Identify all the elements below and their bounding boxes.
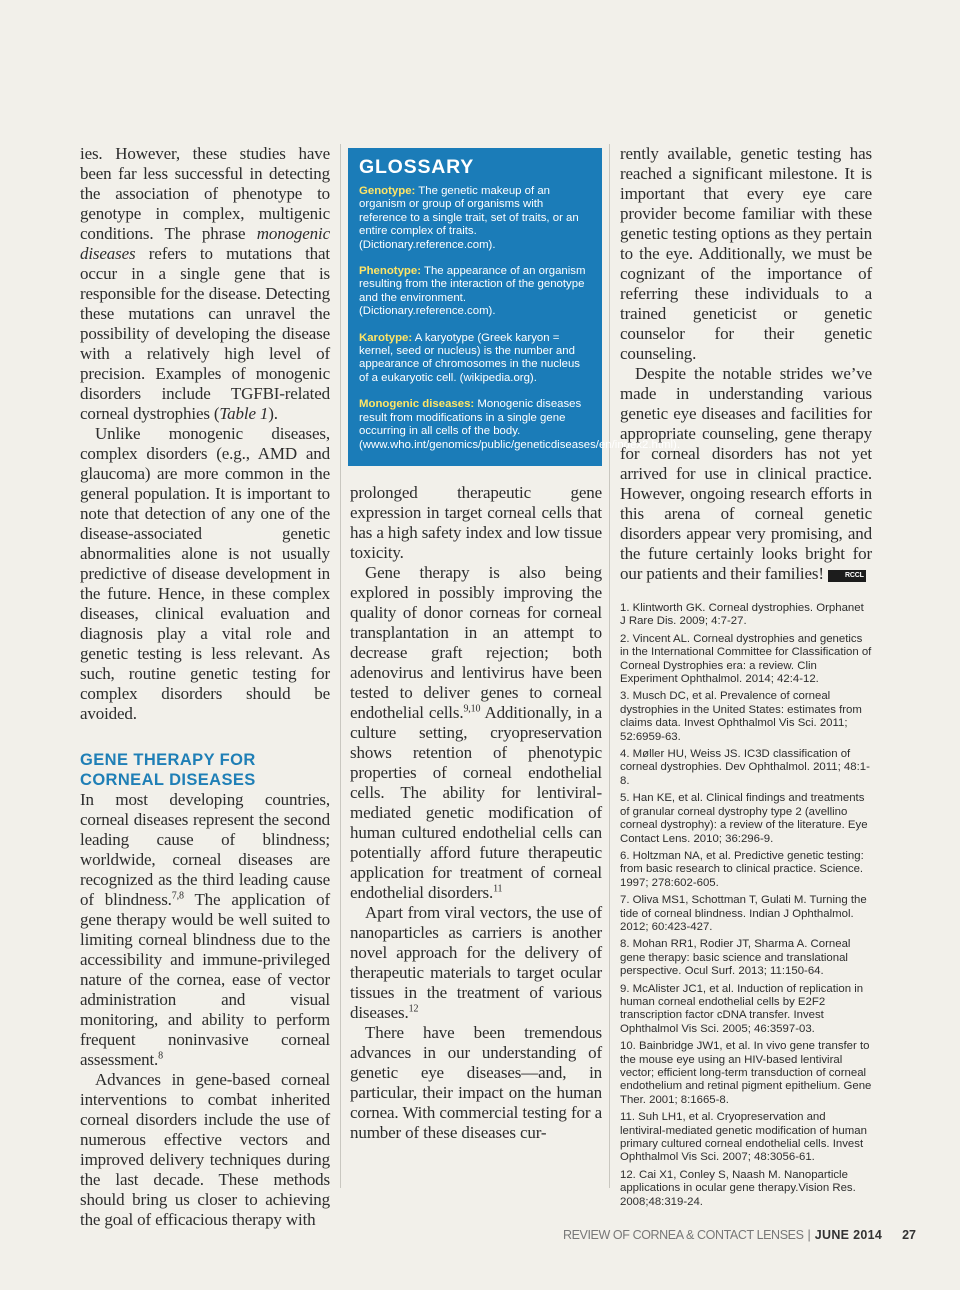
reference-item: 12. Cai X1, Conley S, Naash M. Nanoparticle applications in ocular gene therapy.Vision Res. 2008;48:319-24. xyxy=(620,1168,856,1208)
emphasis: monogenic diseases xyxy=(80,224,330,263)
citation: 11 xyxy=(493,883,503,895)
reference-item: 5. Han KE, et al. Clinical findings and treatments of granular corneal dystrophy type 2 (avellino corneal dystrophy): a review of the literature. Eye Contact Lens. 2010; 36:296-9. xyxy=(620,792,868,845)
paragraph: rently available, genetic testing has reached a significant milestone. It is important that every eye care provider become familiar with these genetic testing options as they pertain to the eye. Additionally, we must be cognizant of the importance of referring these individuals to a trained geneticist or genetic counselor for their genetic counseling. xyxy=(620,144,872,363)
paragraph: prolonged therapeutic gene expression in target corneal cells that has a high safety index and low tissue toxicity. xyxy=(350,482,602,562)
citation: 12 xyxy=(408,1003,419,1015)
paragraph: Advances in gene-based corneal interventions to combat inherited corneal disorders include the use of numerous effective vectors and improved delivery techniques during the last decade. These methods should bring us closer to achieving the goal of efficacious therapy with xyxy=(80,1070,330,1229)
article-body xyxy=(80,144,330,724)
citation: 8 xyxy=(158,1050,164,1062)
reference-item: 7. Oliva MS1, Schottman T, Gulati M. Turning the tide of corneal blindness. Indian J Ophthalmol. 2012; 60:423-427. xyxy=(620,894,867,933)
references-list xyxy=(620,602,872,1209)
glossary-definition: The genetic makeup of an organism or group of organisms with reference to a single trait, set of traits, or an entire complex of traits. (Dictionary.reference.com). xyxy=(359,185,579,251)
article-body xyxy=(80,790,330,1230)
end-of-article-icon: RCCL xyxy=(828,570,866,582)
glossary-definition: The appearance of an organism resulting from the interaction of the genotype and the environment. (Dictionary.reference.com). xyxy=(359,265,586,318)
reference-item: 3. Musch DC, et al. Prevalence of corneal dystrophies in the United States: estimates from claims data. Invest Ophthalmol Vis Sci. 2011; 52:6959-63. xyxy=(620,690,862,743)
text: Despite the notable strides we’ve made in understanding various genetic eye diseases and facilities for appropriate counseling, gene therapy for corneal disorders has not yet arrived for use in clinical practice. However, ongoing research efforts in this arena of corneal genetic disorders appear very promising, and the future certainly looks bright for our patients and their families! xyxy=(620,364,872,583)
paragraph xyxy=(80,144,330,424)
article-body xyxy=(350,483,602,1143)
reference-item: 11. Suh LH1, et al. Cryopreservation and lentiviral-mediated genetic modification of human primary cultured corneal endothelial cells. Invest Ophthalmol Vis Sci. 2007; 48:3056-61. xyxy=(620,1111,867,1164)
glossary-definition: A karyotype (Greek karyon = kernel, seed or nucleus) is the number and appearance of chromosomes in the nucleus of a eukaryotic cell. (wikipedia.org). xyxy=(359,331,580,384)
column-right xyxy=(620,144,872,1213)
journal-name: REVIEW OF CORNEA & CONTACT LENSES xyxy=(562,1228,804,1242)
column-middle xyxy=(350,144,680,1143)
text: Apart from viral vectors, the use of nanoparticles as carriers is another novel approach for the delivery of therapeutic materials to target ocular tissues in the treatment of various diseases. xyxy=(350,902,602,1022)
glossary-box xyxy=(348,148,680,466)
glossary-term: Karotype: xyxy=(359,331,413,344)
column-divider xyxy=(340,144,341,1188)
heading-line: CORNEAL DISEASES xyxy=(80,771,256,789)
section-heading xyxy=(80,750,330,790)
footer-separator: | xyxy=(807,1228,811,1242)
paragraph: Unlike monogenic diseases, complex disorders (e.g., AMD and glaucoma) are more common in the general population. It is important to note that detection of any one of the disease-associated genetic abnormalities alone is not usually predictive of disease development in the future. Hence, in these complex diseases, clinical evaluation and diagnosis play a vital role and genetic testing is less relevant. As such, routine genetic testing for complex disorders should be avoided. xyxy=(80,424,330,723)
reference-item: 6. Holtzman NA, et al. Predictive genetic testing: from basic research to clinical practice. Science. 1997; 278:602-605. xyxy=(620,849,864,889)
paragraph xyxy=(620,364,872,584)
text: Additionally, in a culture setting, cryopreservation shows retention of phenotypic properties of corneal endothelial cells. The ability for lentiviral-mediated genetic modification of human cultured endothelial cells can potentially afford future therapeutic application for treatment of corneal endothelial disorders. xyxy=(350,702,602,902)
column-left xyxy=(80,144,330,1230)
text: In most developing countries, corneal diseases represent the second leading cause of blindness; worldwide, corneal diseases are recognized as the third leading cause of blindness. xyxy=(80,790,330,909)
text: The application of gene therapy would be well suited to limiting corneal blindness due to the accessibility and immune-privileged nature of the cornea, ease of vector administration and visual monitoring, and ability to perform frequent noninvasive corneal assessment. xyxy=(80,890,331,1069)
glossary-entry xyxy=(359,185,590,252)
reference-item: 1. Klintworth GK. Corneal dystrophies. Orphanet J Rare Dis. 2009; 4:7-27. xyxy=(620,602,864,628)
text: refers to mutations that occur in a single gene that is responsible for the disease. Detecting these mutations can unravel the possibility of developing the disease with a relatively high level of precision. Examples of monogenic disorders include TGFBI-related corneal dystrophies ( xyxy=(80,244,330,423)
page-footer xyxy=(563,1228,916,1242)
text: Gene therapy is also being explored in possibly improving the quality of donor corneas for corneal transplantation in an attempt to decrease graft rejection; both adenovirus and lentivirus have been tested to deliver genes to corneal endothelial cells. xyxy=(350,562,602,722)
paragraph xyxy=(350,903,602,1023)
table-reference: Table 1 xyxy=(219,404,269,423)
glossary-term: Monogenic diseases: xyxy=(359,398,475,411)
text: ). xyxy=(268,404,278,423)
glossary-entry xyxy=(359,332,590,386)
issue-date: JUNE 2014 xyxy=(814,1228,883,1242)
column-divider xyxy=(609,144,610,1188)
glossary-entry xyxy=(359,398,680,452)
heading-line: GENE THERAPY FOR xyxy=(80,751,256,769)
glossary-title: GLOSSARY xyxy=(359,156,475,178)
reference-item: 10. Bainbridge JW1, et al. In vivo gene transfer to the mouse eye using an HIV-based lentiviral vector; efficient long-term transduction of corneal endothelium and retinal pigment epithelium. Gene Ther. 2001; 8:1665-8. xyxy=(620,1040,872,1106)
citation: 9,10 xyxy=(463,703,481,715)
reference-item: 9. McAlister JC1, et al. Induction of replication in human corneal endothelial cells by E2F2 transcription factor cDNA transfer. Invest Ophthalmol Vis Sci. 2005; 46:3597-03. xyxy=(620,982,864,1035)
article-body xyxy=(620,144,872,584)
reference-item: 8. Mohan RR1, Rodier JT, Sharma A. Corneal gene therapy: basic science and translational perspective. Ocul Surf. 2013; 11:150-64. xyxy=(620,938,851,978)
text: ies. However, these studies have been far less successful in detecting the association of phenotype to genotype in complex, multigenic conditions. The phrase xyxy=(80,144,330,243)
glossary-entries xyxy=(359,185,680,452)
paragraph xyxy=(80,790,330,1070)
citation: 7,8 xyxy=(171,890,184,902)
glossary-definition: Monogenic diseases result from modifications in a single gene occurring in all cells of the body. (www.who.int/genomics/public/geneticdiseases/en/index2.html). xyxy=(359,398,680,451)
glossary-term: Genotype: xyxy=(359,185,416,197)
glossary-term: Phenotype: xyxy=(359,265,422,278)
paragraph: There have been tremendous advances in our understanding of genetic eye diseases—and, in particular, their impact on the human cornea. With commercial testing for a number of these diseases cur- xyxy=(350,1022,602,1142)
reference-item: 2. Vincent AL. Corneal dystrophies and genetics in the International Committee for Classification of Corneal Dystrophies era: a review. Clin Experiment Ophthalmol. 2014; 42:4-12. xyxy=(620,632,872,686)
page-number: 27 xyxy=(902,1228,916,1242)
paragraph xyxy=(350,563,602,903)
glossary-entry xyxy=(359,265,590,319)
reference-item: 4. Møller HU, Weiss JS. IC3D classification of corneal dystrophies. Dev Ophthalmol. 2011; 48:1-8. xyxy=(620,748,870,787)
